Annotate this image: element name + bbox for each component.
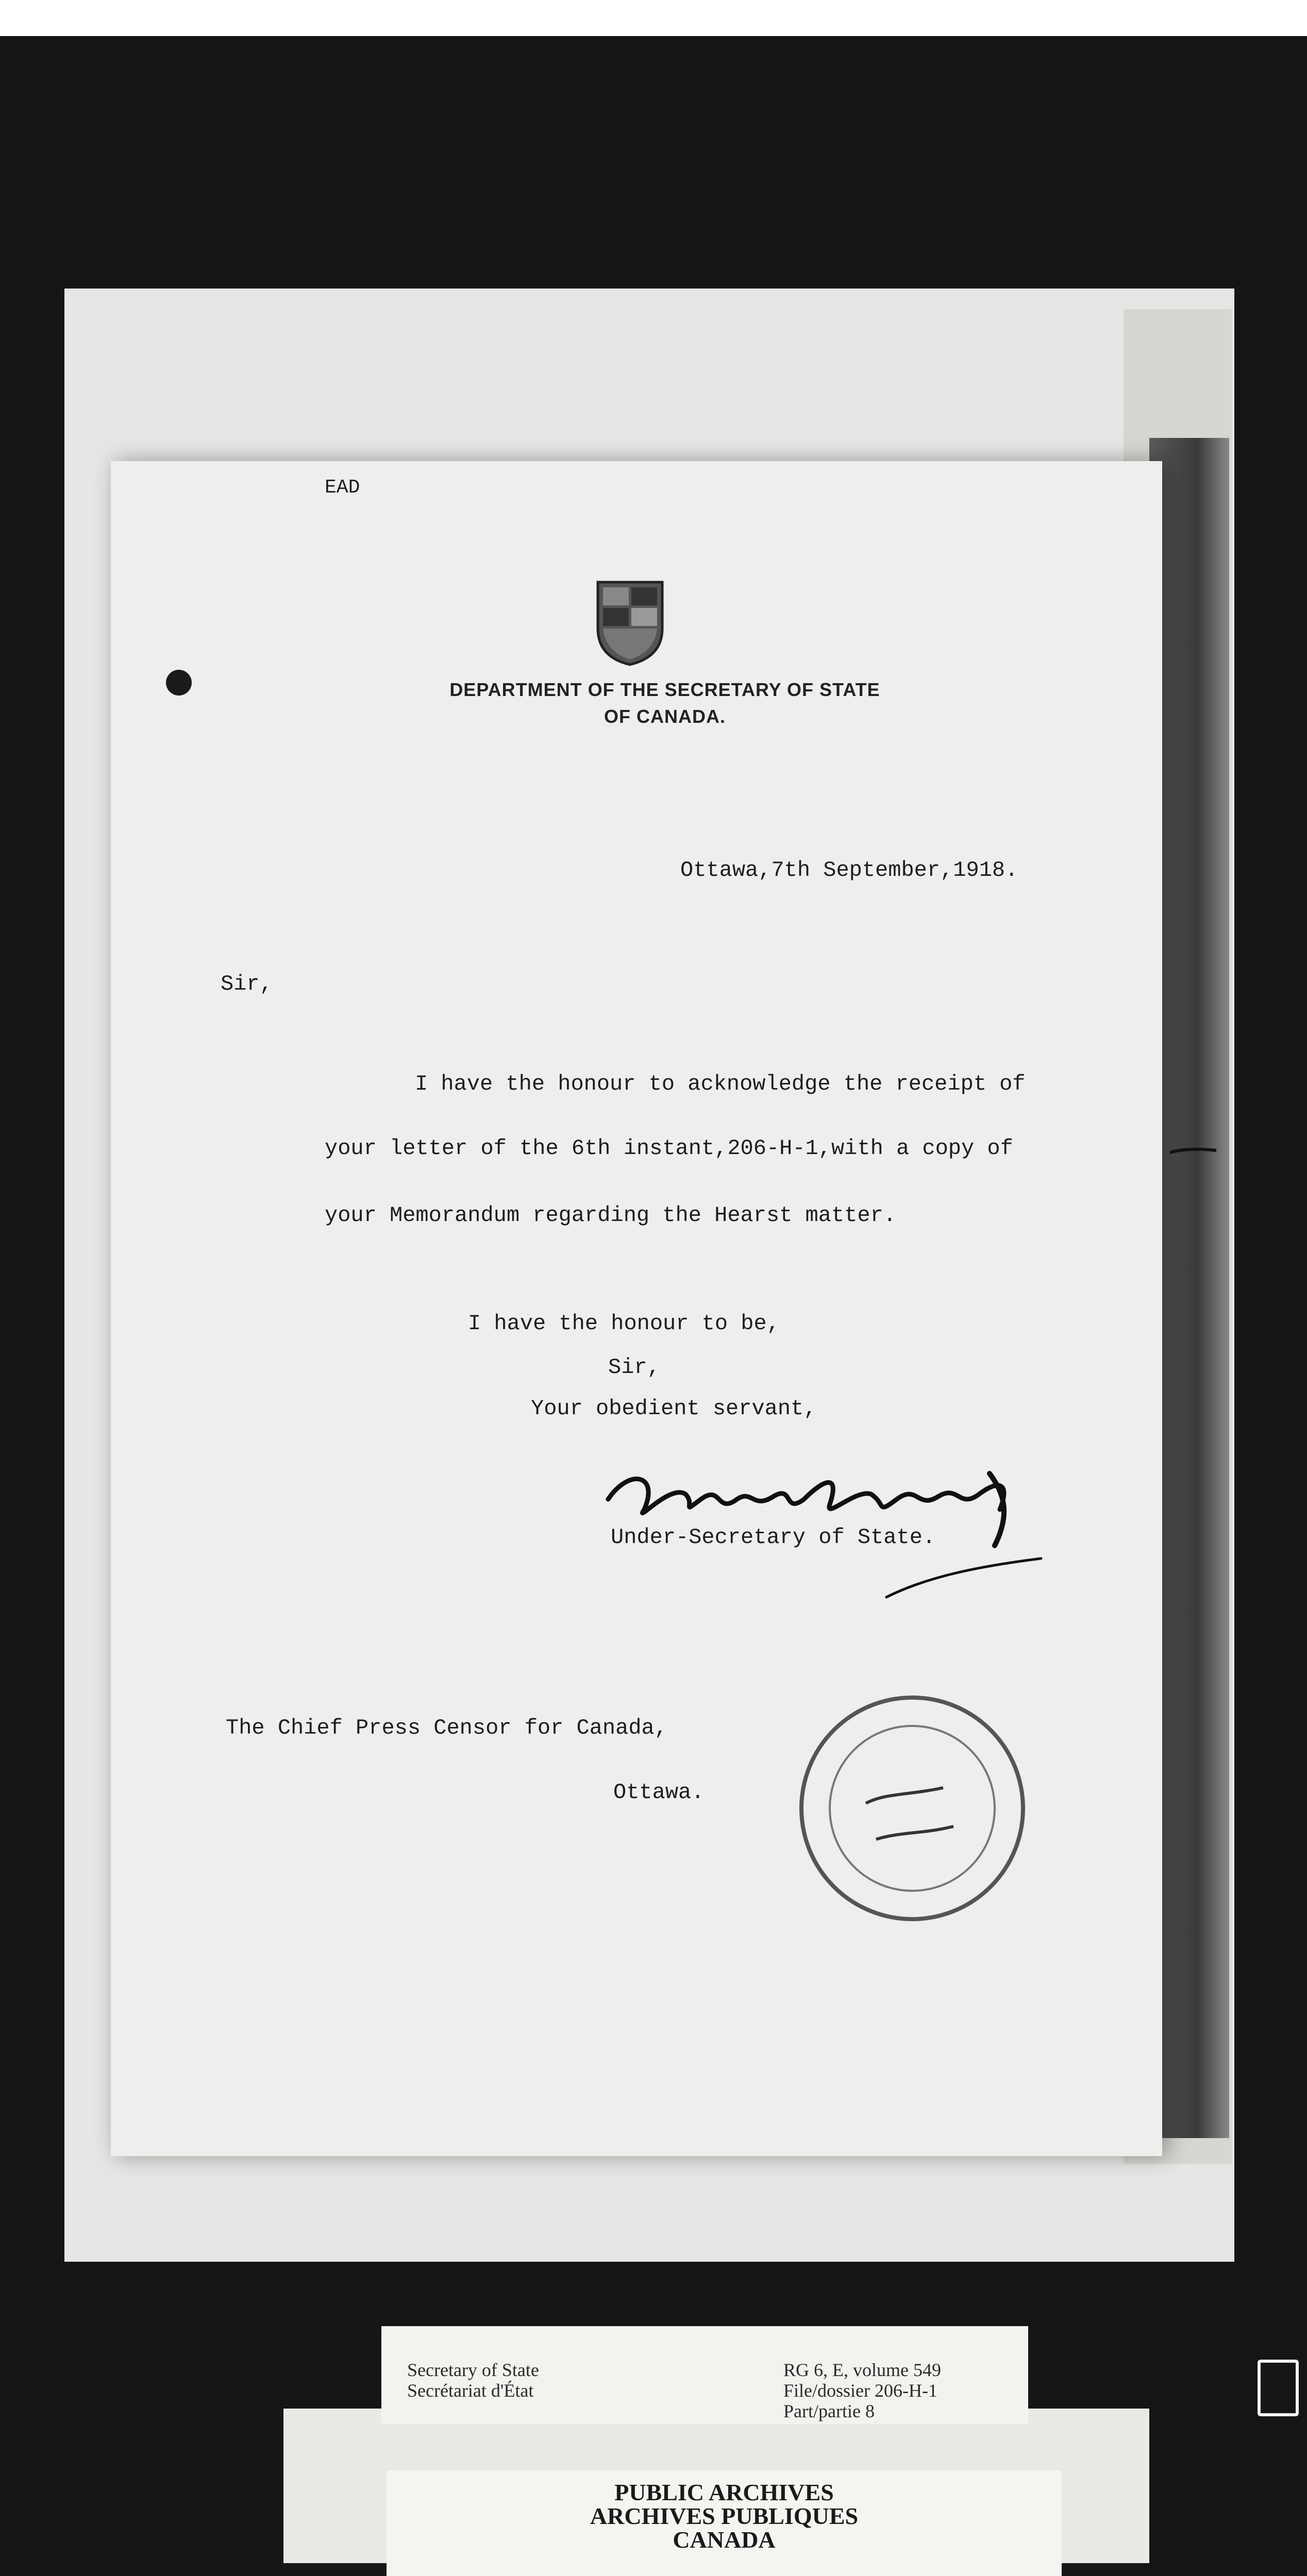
archives-name [387, 2481, 1062, 2552]
salutation: Sir, [221, 972, 273, 996]
frame-counter-icon [1258, 2360, 1299, 2416]
closing-line-3: Your obedient servant, [531, 1396, 817, 1421]
archives-french: ARCHIVES PUBLIQUES [590, 2503, 859, 2529]
signer-title: Under-Secretary of State. [611, 1525, 936, 1550]
reference-volume: RG 6, E, volume 549 [783, 2360, 941, 2380]
body-line-3: your Memorandum regarding the Hearst matter. [325, 1203, 896, 1228]
department-heading-sub: OF CANADA. [604, 706, 726, 727]
typist-initials: EAD [325, 477, 360, 499]
recipient-line-2: Ottawa. [613, 1780, 705, 1805]
archive-label-fonds [407, 2360, 539, 2401]
punch-hole [166, 670, 192, 696]
archives-english: PUBLIC ARCHIVES [614, 2479, 834, 2505]
reference-file: File/dossier 206-H-1 [783, 2380, 937, 2401]
fonds-english: Secretary of State [407, 2360, 539, 2380]
received-stamp [789, 1685, 1036, 1932]
archive-label-reference [783, 2360, 941, 2421]
closing-line-2: Sir, [608, 1355, 660, 1380]
body-line-2: your letter of the 6th instant,206-H-1,with a copy of [325, 1136, 1013, 1161]
archives-country: CANADA [673, 2527, 776, 2553]
body-line-1: I have the honour to acknowledge the receipt of [415, 1072, 1026, 1096]
fonds-french: Secrétariat d'État [407, 2380, 534, 2401]
closing-line-1: I have the honour to be, [468, 1311, 780, 1336]
coat-of-arms-icon [595, 580, 665, 667]
margin-tick-mark [1167, 1146, 1219, 1157]
recipient-line-1: The Chief Press Censor for Canada, [226, 1716, 667, 1740]
letter-date: Ottawa,7th September,1918. [680, 858, 1018, 883]
department-heading: DEPARTMENT OF THE SECRETARY OF STATE [449, 679, 880, 700]
reference-part: Part/partie 8 [783, 2401, 875, 2421]
